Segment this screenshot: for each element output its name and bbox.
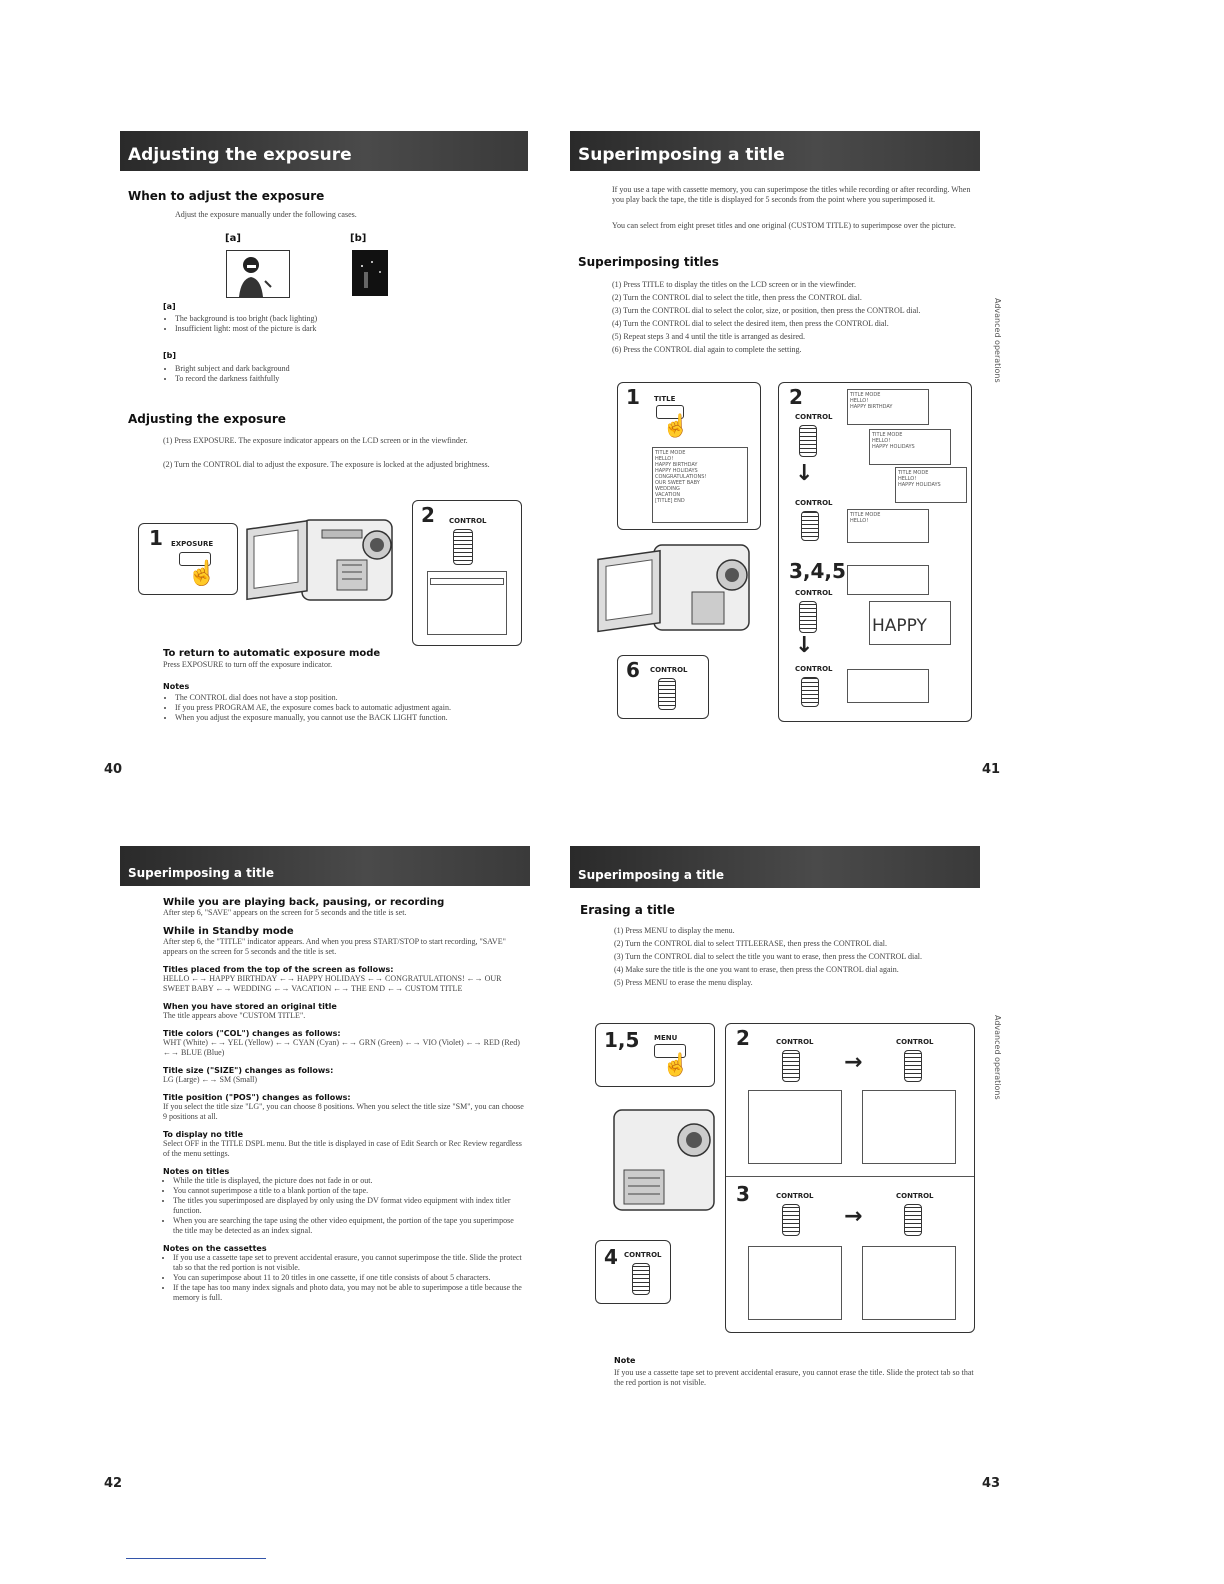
menu-line: TITLE MODE [655,450,686,456]
control-dial[interactable] [801,677,819,707]
control-label: CONTROL [650,666,688,674]
title-select-screen-3 [895,467,967,503]
menu-line: HELLO! [898,476,917,482]
page42-banner [120,846,530,886]
page40-step1-box [138,523,238,595]
list-item: • The background is too bright (back lighting) [175,314,475,324]
control-label: CONTROL [896,1192,934,1200]
step-number: 1,5 [604,1028,640,1052]
page43-banner-title: Superimposing a title [578,868,724,882]
label-a: [a] [225,233,241,244]
control-label: CONTROL [776,1038,814,1046]
menu-line: TITLE MODE [850,392,881,398]
step-item: (2) Turn the CONTROL dial to select TITLEERASE, then press the CONTROL dial. [614,939,888,948]
page41-intro-2: You can select from eight preset titles and one original (CUSTOM TITLE) to superimpose over the picture. [612,221,956,230]
menu-line: TITLE MODE [872,432,903,438]
section-heading: Titles placed from the top of the screen as follows: [163,965,394,974]
menu-line: OUR SWEET BABY [655,480,700,486]
page41-side-tab: Advanced operations [993,298,1002,383]
page43-sub-heading: Erasing a title [580,903,675,917]
title-button-label: TITLE [654,395,676,403]
night-scene-image [352,250,388,296]
control-label: CONTROL [624,1251,662,1259]
exposure-button-label: EXPOSURE [171,540,214,548]
list-item: • While the title is displayed, the picture does not fade in or out. [173,1176,525,1186]
page40-banner [120,131,528,171]
page40-b-list [165,364,475,384]
footer-rule [126,1558,266,1559]
step-number: 4 [604,1245,618,1269]
menu-line: CONGRATULATIONS! [655,474,707,480]
label-b: [b] [350,233,367,244]
control-dial[interactable] [782,1050,800,1082]
step-item: (3) Turn the CONTROL dial to select the color, size, or position, then press the CONTROL dial. [612,306,921,315]
list-item: • The CONTROL dial does not have a stop position. [175,693,535,703]
arrow-down-icon: ↓ [795,461,814,486]
menu-line: HAPPY HOLIDAYS [655,468,698,474]
menu-line: TITLE MODE [898,470,929,476]
step-item: (1) Press TITLE to display the titles on the LCD screen or in the viewfinder. [612,280,857,289]
step-number: 3 [736,1182,750,1206]
arrow-right-icon: → [844,1050,863,1075]
list-item: • To record the darkness faithfully [175,374,475,384]
page40-adj-heading: Adjusting the exposure [128,412,286,426]
page40-a-heading: [a] [163,302,176,311]
notes-cassettes-heading: Notes on the cassettes [163,1244,267,1253]
section-heading: Title position ("POS") changes as follows: [163,1093,351,1102]
step-item: (4) Turn the CONTROL dial to select the desired item, then press the CONTROL dial. [612,319,889,328]
control-dial[interactable] [782,1204,800,1236]
control-label: CONTROL [795,589,833,597]
list-item: • When you adjust the exposure manually, you cannot use the BACK LIGHT function. [175,713,535,723]
page41-steps-box [778,382,972,722]
erase-screen-2 [862,1246,956,1320]
page43-step15-box [595,1023,715,1087]
control-dial[interactable] [801,511,819,541]
menu-screen-1 [748,1090,842,1164]
section-heading: Title colors ("COL") changes as follows: [163,1029,341,1038]
hand-press-icon: ☝ [187,561,217,587]
menu-line: [TITLE] END [655,498,685,504]
step-item: (4) Make sure the title is the one you want to erase, then press the CONTROL dial again. [614,965,899,974]
step-item: (1) Press MENU to display the menu. [614,926,735,935]
page-number-40: 40 [104,762,123,777]
section-text: After step 6, the "TITLE" indicator appears. And when you press START/STOP to start recording, "SAVE" appears on the screen for 5 seconds and the title is set. [163,937,506,956]
menu-button-label: MENU [654,1034,678,1042]
page43-steps-box [725,1023,975,1333]
control-label: CONTROL [776,1192,814,1200]
page40-return-heading: To return to automatic exposure mode [163,648,381,659]
menu-line: HAPPY BIRTHDAY [655,462,698,468]
page-number-42: 42 [104,1476,123,1491]
list-item: • When you are searching the tape using the other video equipment, the portion of the tape you superimpose the title may be detected as an index signal. [173,1216,525,1236]
section-heading: When you have stored an original title [163,1002,337,1011]
page43-steps [614,926,974,988]
control-dial[interactable] [799,601,817,633]
page40-step-2: (2) Turn the CONTROL dial to adjust the exposure. The exposure is locked at the adjusted brightness. [163,460,490,469]
title-size-screen-1 [847,565,929,595]
page40-when-heading: When to adjust the exposure [128,189,325,203]
arrow-right-icon: → [844,1204,863,1229]
page43-banner [570,846,980,888]
control-label: CONTROL [795,413,833,421]
title-set-screen [847,669,929,703]
step-item: (6) Press the CONTROL dial again to complete the setting. [612,345,802,354]
menu-line: HAPPY HOLIDAYS [872,444,915,450]
page41-sub-heading: Superimposing titles [578,255,719,269]
list-item: • The titles you superimposed are displayed by only using the DV format video equipment with index titler function. [173,1196,525,1216]
step-item: (3) Turn the CONTROL dial to select the title you want to erase, then press the CONTROL dial. [614,952,923,961]
section-text: If you select the title size "LG", you can choose 8 positions. When you select the title size "SM", you can choose 9 positions at all. [163,1102,524,1121]
section-text: LG (Large) ←→ SM (Small) [163,1075,258,1084]
page43-side-tab: Advanced operations [993,1015,1002,1100]
list-item: • If you press PROGRAM AE, the exposure comes back to automatic adjustment again. [175,703,535,713]
control-dial-label: CONTROL [449,517,487,525]
menu-line: HELLO! [850,518,869,524]
page40-step-1: (1) Press EXPOSURE. The exposure indicator appears on the LCD screen or in the viewfinder. [163,436,468,445]
menu-line: WEDDING [655,486,680,492]
step-number: 1 [149,526,163,550]
notes-titles-heading: Notes on titles [163,1167,230,1176]
control-label: CONTROL [795,665,833,673]
list-item: • Insufficient light: most of the picture is dark [175,324,475,334]
notes-cassettes-list [163,1253,525,1303]
title-select-screen-2 [869,429,951,465]
step-item: (5) Press MENU to erase the menu display. [614,978,753,987]
section-text: The title appears above "CUSTOM TITLE". [163,1011,306,1020]
menu-line: HAPPY BIRTHDAY [850,404,893,410]
step-item: (5) Repeat steps 3 and 4 until the title is arranged as desired. [612,332,806,341]
erase-screen-1 [748,1246,842,1320]
page40-step2-box [412,500,522,646]
step-number: 1 [626,385,640,409]
page41-step6-box [617,655,709,719]
list-item: • Bright subject and dark background [175,364,475,374]
step-number: 2 [789,385,803,409]
list-item: • You cannot superimpose a title to a blank portion of the tape. [173,1186,525,1196]
camcorder-illustration [242,500,412,620]
page43-note-text: If you use a cassette tape set to prevent accidental erasure, you cannot erase the title. Slide the protect tab so that the red portion is not visible. [614,1368,974,1387]
title-menu-screen [652,447,748,523]
page40-return-text: Press EXPOSURE to turn off the exposure indicator. [163,660,333,669]
notes-titles-list [163,1176,525,1236]
menu-line: TITLE MODE [850,512,881,518]
hand-press-icon: ☝ [662,413,690,438]
menu-screen-2 [862,1090,956,1164]
hand-press-icon: ☝ [662,1052,690,1077]
list-item: • You can superimpose about 11 to 20 titles in one cassette, if one title consists of about 5 characters. [173,1273,525,1283]
step-number: 3,4,5 [789,559,846,583]
control-dial[interactable] [453,529,473,565]
page40-notes-list [165,693,535,723]
page40-notes-heading: Notes [163,682,190,691]
page40-when-text: Adjust the exposure manually under the following cases. [175,210,357,219]
list-item: • If the tape has too many index signals and photo data, you may not be able to superimpose a title because the memory is full. [173,1283,525,1303]
page-number-43: 43 [982,1476,1001,1491]
arrow-down-icon: ↓ [795,633,814,658]
menu-line: HELLO! [850,398,869,404]
exposure-indicator-bar [430,578,504,585]
list-item: • If you use a cassette tape set to prevent accidental erasure, you cannot superimpose the title. Slide the protect tab so that the red portion is not visible. [173,1253,525,1273]
step-number: 2 [736,1026,750,1050]
step-number: 2 [421,503,435,527]
exposure-indicator-screen [427,571,507,635]
control-dial[interactable] [658,678,676,710]
menu-line: HELLO! [872,438,891,444]
section-heading: Title size ("SIZE") changes as follows: [163,1066,334,1075]
step-number: 6 [626,658,640,682]
menu-line: VACATION [655,492,681,498]
page41-banner [570,131,980,171]
backlit-person-image [226,250,290,298]
section-heading: While in Standby mode [163,926,294,937]
control-dial[interactable] [904,1204,922,1236]
control-dial[interactable] [904,1050,922,1082]
camcorder-illustration [594,1090,724,1240]
page-number-41: 41 [982,762,1001,777]
page40-a-list [165,314,475,334]
control-dial[interactable] [632,1263,650,1295]
page41-intro-1: If you use a tape with cassette memory, you can superimpose the titles while recording or after recording. When you play back the tape, the title is displayed for 5 seconds from the point where you superimposed it. [612,185,971,204]
control-label: CONTROL [896,1038,934,1046]
divider [726,1176,974,1177]
page40-b-heading: [b] [163,351,177,360]
page41-banner-title: Superimposing a title [578,145,785,165]
step-item: (2) Turn the CONTROL dial to select the title, then press the CONTROL dial. [612,293,862,302]
section-heading: To display no title [163,1130,244,1139]
menu-line: HELLO! [655,456,674,462]
section-text: After step 6, "SAVE" appears on the screen for 5 seconds and the title is set. [163,908,407,917]
section-text: WHT (White) ←→ YEL (Yellow) ←→ CYAN (Cyan) ←→ GRN (Green) ←→ VIO (Violet) ←→ RED (Red) ←→ BLUE (Blue) [163,1038,520,1057]
page42-banner-title: Superimposing a title [128,866,274,880]
menu-line: HAPPY HOLIDAYS [898,482,941,488]
section-heading: While you are playing back, pausing, or recording [163,897,445,908]
page40-banner-title: Adjusting the exposure [128,145,352,165]
happy-preview: HAPPY [872,616,927,636]
title-select-screen-1 [847,389,929,425]
page41-step1-box [617,382,761,530]
section-text: Select OFF in the TITLE DSPL menu. But the title is displayed in case of Edit Search or Rec Review regardless of the menu settings. [163,1139,522,1158]
page43-note-heading: Note [614,1356,636,1365]
control-label: CONTROL [795,499,833,507]
control-dial[interactable] [799,425,817,457]
camcorder-illustration [594,530,764,655]
title-color-screen [847,509,929,543]
section-text: HELLO ←→ HAPPY BIRTHDAY ←→ HAPPY HOLIDAYS ←→ CONGRATULATIONS! ←→ OUR SWEET BABY ←→ WEDDING ←→ VACATION ←→ THE END ←→ CUSTOM TITLE [163,974,502,993]
page42-sections [163,897,525,1303]
title-size-screen-2 [869,601,951,645]
page41-steps [612,280,972,355]
page43-step4-box [595,1240,671,1304]
